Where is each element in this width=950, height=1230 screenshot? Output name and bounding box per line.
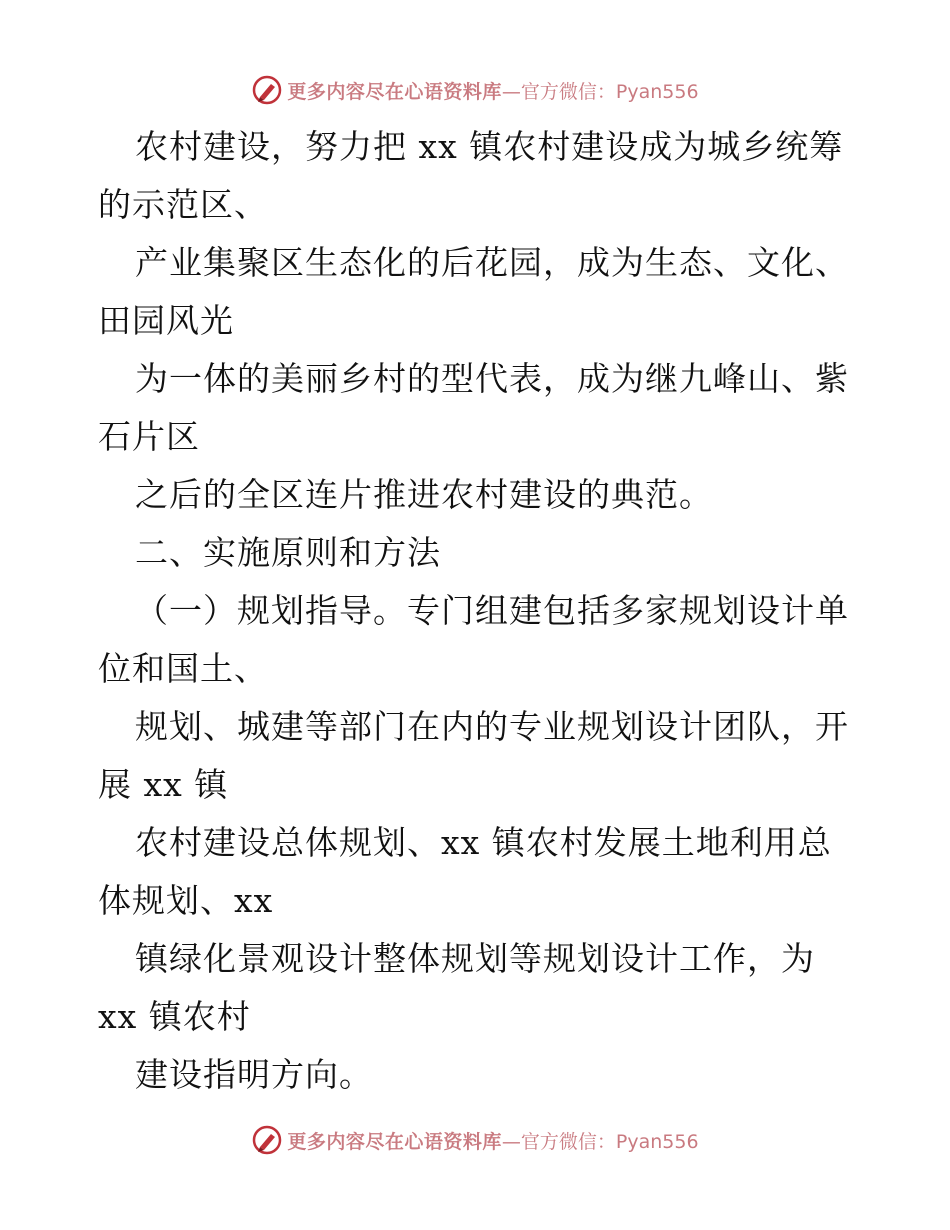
header-watermark [0, 72, 950, 108]
text-line: 位和国土、 [98, 649, 268, 688]
text-line: 农村建设，努力把 xx 镇农村建设成为城乡统筹 [135, 127, 844, 166]
text-line: 建设指明方向。 [135, 1055, 373, 1094]
section-heading: 二、实施原则和方法 [135, 533, 441, 572]
watermark-suffix: —官方微信：Pyan556 [501, 1130, 699, 1153]
text-line: 产业集聚区生态化的后花园，成为生态、文化、 [135, 243, 849, 282]
text-line: 展 xx 镇 [98, 765, 229, 804]
watermark-suffix: —官方微信：Pyan556 [501, 80, 699, 103]
text-line: 田园风光 [98, 301, 234, 340]
text-line: xx 镇农村 [98, 997, 251, 1036]
text-line: 镇绿化景观设计整体规划等规划设计工作，为 [135, 939, 815, 978]
watermark-text: 更多内容尽在心语资料库 [287, 1130, 502, 1153]
text-line: 规划、城建等部门在内的专业规划设计团队，开 [135, 707, 849, 746]
pen-circle-logo-icon [251, 74, 283, 106]
document-body [98, 118, 858, 1104]
text-line: 体规划、xx [98, 881, 274, 920]
text-line: 农村建设总体规划、xx 镇农村发展土地利用总 [135, 823, 832, 862]
watermark-text: 更多内容尽在心语资料库 [287, 80, 502, 103]
pen-circle-logo-icon [251, 1124, 283, 1156]
text-line: 为一体的美丽乡村的型代表，成为继九峰山、紫 [135, 359, 849, 398]
text-line: （一）规划指导。专门组建包括多家规划设计单 [135, 591, 849, 630]
footer-watermark [0, 1122, 950, 1158]
text-line: 之后的全区连片推进农村建设的典范。 [135, 475, 713, 514]
text-line: 的示范区、 [98, 185, 268, 224]
text-line: 石片区 [98, 417, 200, 456]
